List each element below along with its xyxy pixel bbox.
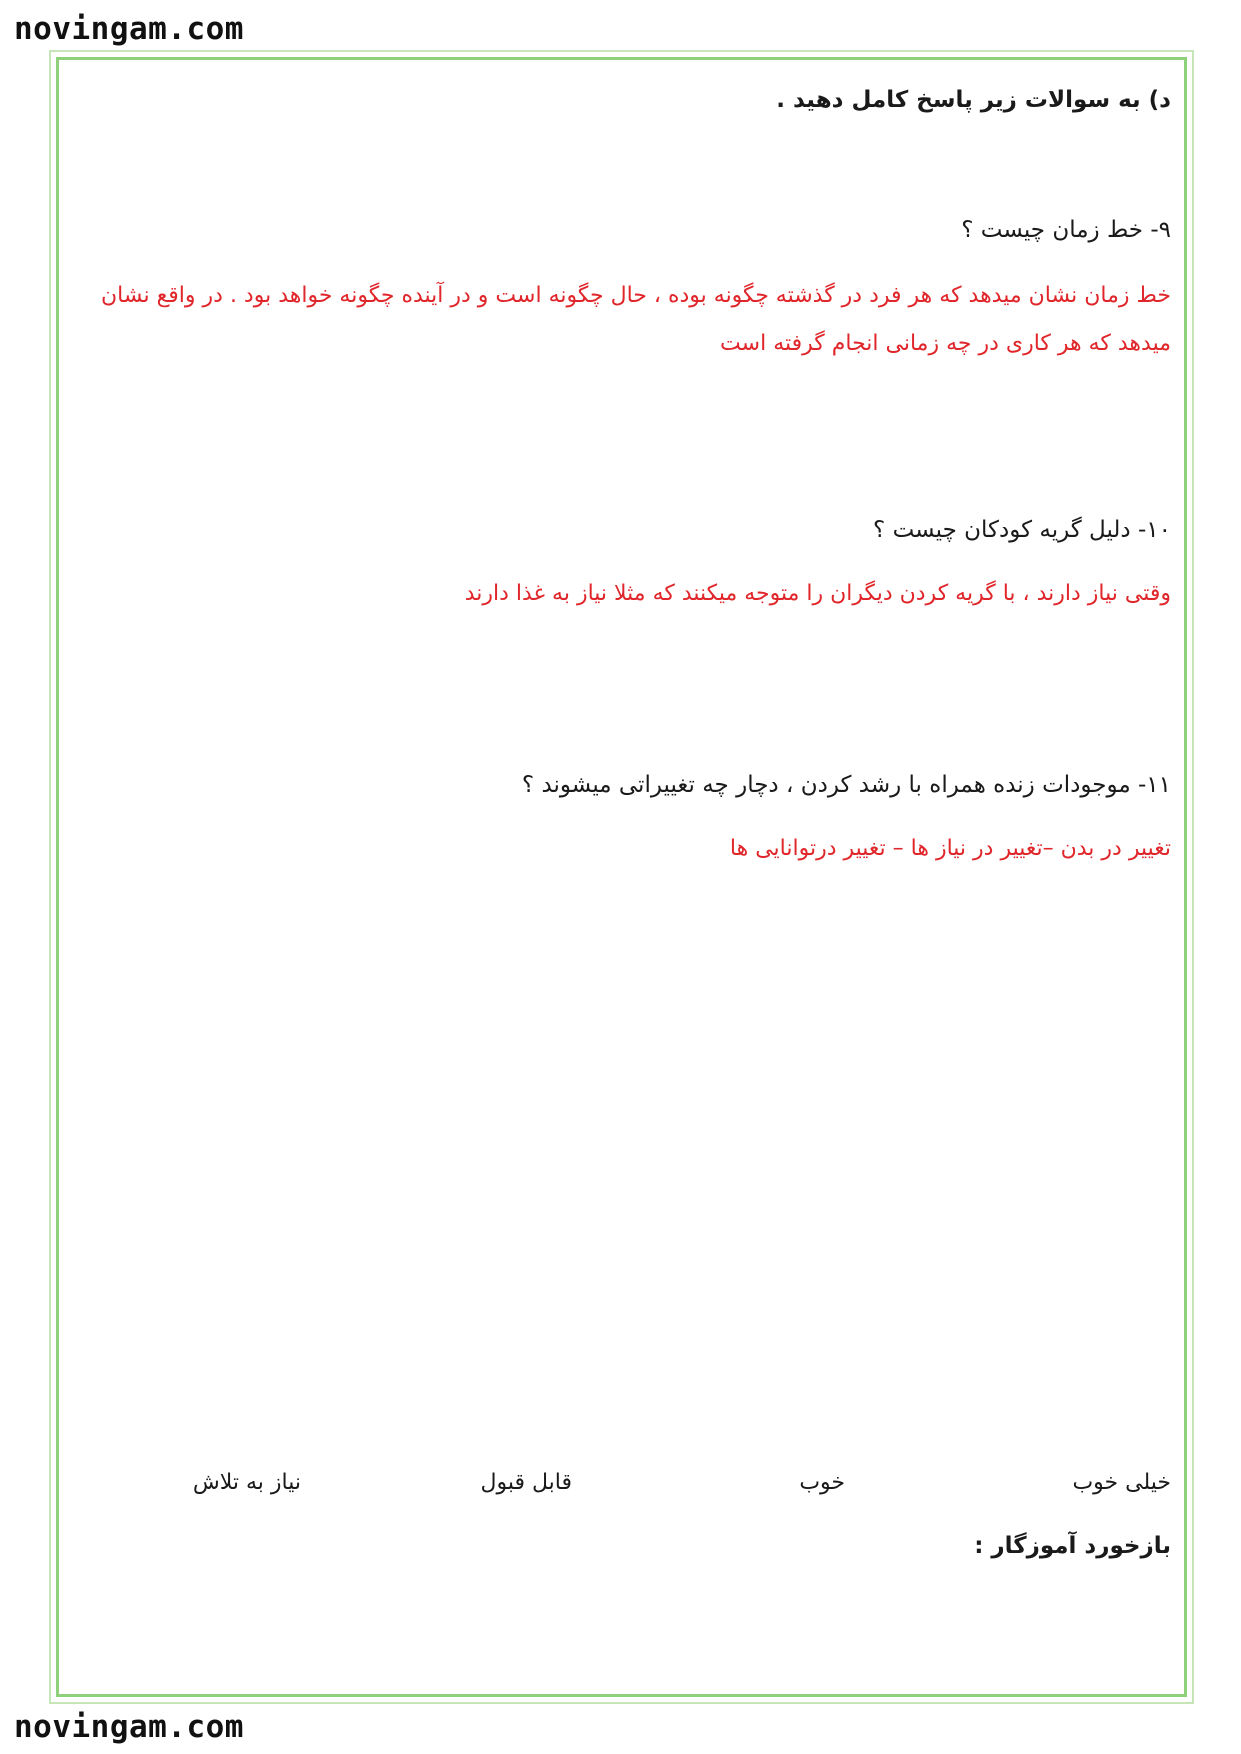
question-9: ۹- خط زمان چیست ؟ [961,217,1171,243]
rating-acceptable: قابل قبول [480,1470,572,1495]
teacher-feedback-label: بازخورد آموزگار : [974,1533,1171,1559]
rating-very-good: خیلی خوب [1072,1470,1171,1495]
answer-9: خط زمان نشان میدهد که هر فرد در گذشته چگونه بوده ، حال چگونه است و در آینده چگونه خواهد بود . در واقع نشان میدهد که هر کاری در چه زمانی انجام گرفته است [100,283,1171,356]
answer-10: وقتی نیاز دارند ، با گریه کردن دیگران را متوجه میکنند که مثلا نیاز به غذا دارند [464,581,1171,606]
site-watermark-bottom: novingam.com [14,1709,244,1745]
question-11: ۱۱- موجودات زنده همراه با رشد کردن ، دچار چه تغییراتی میشوند ؟ [521,772,1171,798]
question-10: ۱۰- دلیل گریه کودکان چیست ؟ [873,517,1171,543]
rating-options [180,1463,1171,1503]
section-title: د) به سوالات زیر پاسخ کامل دهید . [776,87,1171,113]
answer-11: تغییر در بدن –تغییر در نیاز ها – تغییر درتوانایی ها [729,836,1171,861]
rating-needs-effort: نیاز به تلاش [192,1470,301,1495]
site-watermark-top: novingam.com [14,11,244,47]
rating-good: خوب [799,1470,845,1495]
